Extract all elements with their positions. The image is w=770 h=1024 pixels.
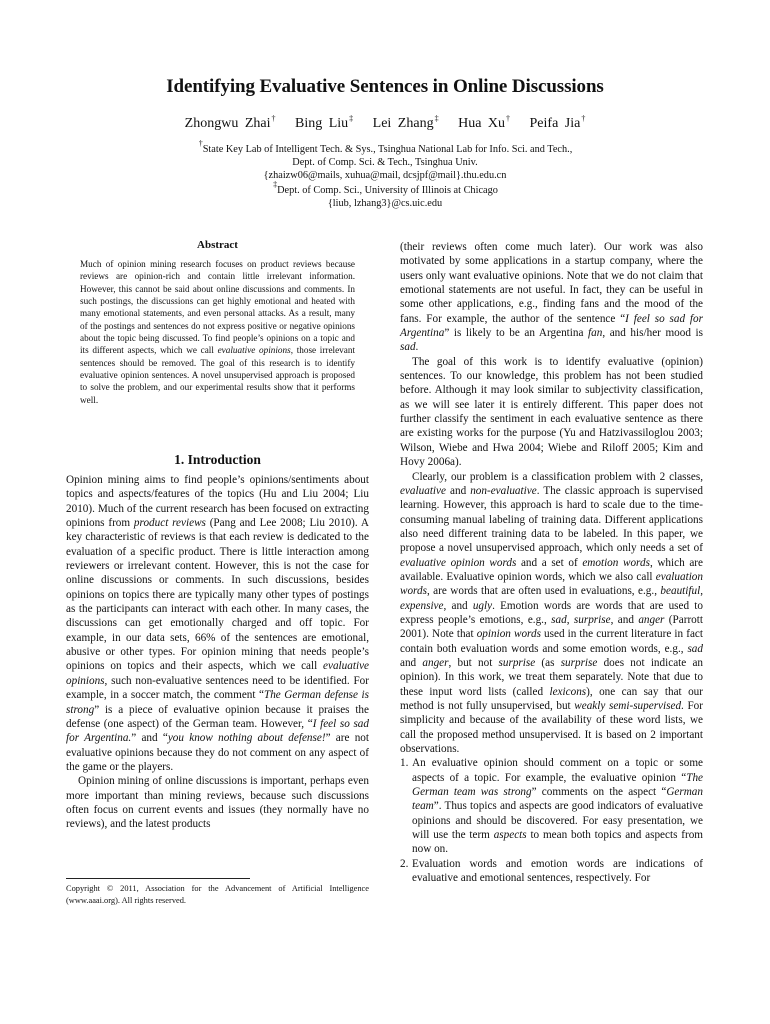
paper-title: Identifying Evaluative Sentences in Online Discussions <box>166 76 604 97</box>
section-heading-introduction: 1. Introduction <box>174 452 261 467</box>
abstract-heading: Abstract <box>197 239 238 251</box>
author: Peifa Jia† <box>529 114 586 131</box>
affiliation-2-email: {liub, lzhang3}@cs.uic.edu <box>327 198 443 209</box>
author: Lei Zhang‡ <box>372 114 439 131</box>
author: Hua Xu† <box>458 114 511 131</box>
abstract-text: Much of opinion mining research focuses on product reviews because reviews are opinion-rich and contain little irrelevant information. However, this cannot be said about online discussions and comments. In such postings, the discussions can get highly emotional and heated with many emotional statements, and even personal attacks. As a result, many of the postings and sentences do not express positive or negative opinions about the topic being discussed. To find people’s opinions on a topic and its different aspects, which we call evaluative opinions, those irrelevant sentences should be removed. The goal of this research is to identify evaluative opinion sentences. A novel unsupervised approach is proposed to solve the problem, and our experimental results show that it performs well. <box>80 259 355 405</box>
paragraph: Clearly, our problem is a classification problem with 2 classes, evaluative and non-evaluative. The classic approach is supervised learning. However, this approach is hard to scale due to the time-consuming manual labeling of training data. Different applications also need different training data to be labeled. In this paper, we propose a novel unsupervised approach, which only needs a set of evaluative opinion words and a set of emotion words, which are available. Evaluative opinion words, which we also call evaluation words, are words that are often used in evaluations, e.g., beautiful, expensive, and ugly. Emotion words are words that are used to express people’s emotions, e.g., sad, surprise, and anger (Parrott 2001). Note that opinion words used in the current literature in fact contain both evaluation words and some emotion words, e.g., sad and anger, but not surprise (as surprise does not indicate an opinion). In this work, we treat them separately. Note that due to these input word lists (called lexicons), one can say that our method is not fully unsupervised, but weakly semi-supervised. For simplicity and because of the availability of these word lists, we call the proposed method unsupervised. It is based on 2 important observations. <box>400 470 704 756</box>
affiliation-2: ‡Dept. of Comp. Sci., University of Illinois at Chicago {liub, lzhang3}@cs.uic.edu <box>0 178 770 210</box>
paragraph: Opinion mining of online discussions is important, perhaps even more important than mining reviews, because such discussions often focus on current events and issues (they normally have no reviews), and the latest products <box>66 775 369 831</box>
paragraph: The goal of this work is to identify evaluative (opinion) sentences. To our knowledge, this problem has not been studied before. Although it may look similar to subjectivity classification, as we will see later it is entirely different. This paper does not further classify the sentiment in each evaluative sentence as there are existing works for the purpose (Yu and Hatzivassiloglou 2003; Wilson, Wiebe and Hwa 2004; Wiebe and Riloff 2005; Kim and Hovy 2006a). <box>400 355 703 469</box>
list-item: 2. Evaluation words and emotion words are indications of evaluative and emotional sentences, respectively. For <box>400 857 703 885</box>
paragraph: (their reviews often come much later). Our work was also motivated by some applications in a startup company, where the users only want evaluative opinions. Note that we do not claim that emotional statements are not useful. In fact, they can be useful in some other applications, e.g., finding fans and the mood of the fans. For example, the author of the sentence “I feel so sad for Argentina” is likely to be an Argentina fan, and his/her mood is sad. <box>400 241 703 354</box>
footnote-divider <box>66 878 250 879</box>
affiliation-1-email: {zhaizw06@mails, xuhua@mail, dcsjpf@mail}.thu.edu.cn <box>263 170 507 181</box>
author-list <box>0 114 770 132</box>
paragraph: Opinion mining aims to find people’s opinions/sentiments about topics and aspects/features of the topics (Hu and Liu 2004; Liu 2010). Much of the current research has been focused on extracting opinions from product reviews (Pang and Lee 2008; Liu 2010). A key characteristic of reviews is that each review is dedicated to the evaluation of a specific product. There is little interaction among reviewers or irrelevant content. However, this is not the case for online discussions or comments. In such discussions, besides opinions on topics there are typically many other types of postings as the participants can interact with each other. In many cases, the discussions can get emotionally charged and off topic. For example, in our data sets, 66% of the sentences are emotional, abusive or other types. For opinion mining that needs people’s opinions on topics and their aspects, which we call evaluative opinions, such non-evaluative sentences need to be identified. For example, in a soccer match, the comment “The German defense is strong” is a piece of evaluative opinion because it praises the defense (one aspect) of the German team. However, “I feel so sad for Argentina.” and “you know nothing about defense!” are not evaluative opinions because they do not comment on any aspect of the game or the players. <box>66 474 369 773</box>
author: Zhongwu Zhai† <box>184 114 276 131</box>
left-column-text <box>66 473 369 832</box>
affiliation-1: †State Key Lab of Intelligent Tech. & Sys., Tsinghua National Lab for Info. Sci. and Tech., Dept. of Comp. Sci. & Tech., Tsinghua Univ. {zhaizw06@mails, xuhua@mail, dcsjpf@mail}.thu.edu.cn <box>0 137 770 182</box>
list-item: 1. An evaluative opinion should comment on a topic or some aspects of a topic. For example, the evaluative opinion “The German team was strong” comments on the aspect “German team”. Thus topics and aspects are good indicators of evaluative opinions and should be discovered. For easy presentation, we will use the term aspects to mean both topics and aspects from now on. <box>400 757 703 856</box>
author: Bing Liu‡ <box>294 114 354 131</box>
right-column-text <box>400 240 703 885</box>
copyright-footnote: Copyright © 2011, Association for the Advancement of Artificial Intelligence (www.aaai.org). All rights reserved. <box>66 884 369 905</box>
